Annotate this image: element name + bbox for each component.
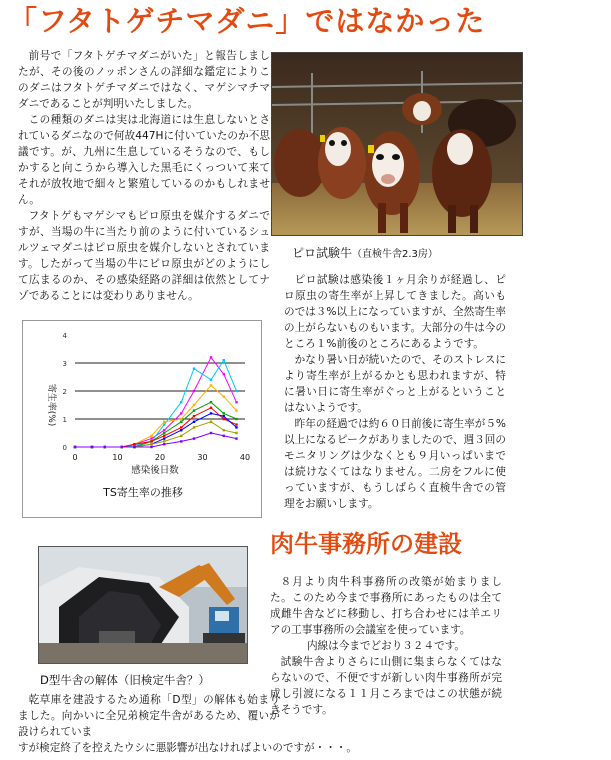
chart-y-tick-label: 2 (62, 388, 67, 396)
chart-y-tick-label: 1 (62, 416, 67, 424)
barn-paragraph: 乾草庫を建設するため通称「D型」の解体も始まりました。向かいに全兄弟検定牛舎があるため、覆いが設けられていま (18, 694, 280, 738)
barn-article (18, 692, 280, 740)
office-section-title: 肉牛事務所の建設 (270, 530, 462, 558)
chart-data-point (210, 356, 212, 358)
chart-data-point (180, 440, 182, 442)
office-paragraph-3: 試験牛舎よりさらに山側に集まらなくてはならないので、不便ですが新しい肉牛事務所が完成し引渡になる１１月ころまではこの状態が続きそうです。 (270, 656, 502, 716)
chart-x-axis-label: 感染後日数 (131, 465, 179, 476)
chart-data-point (163, 429, 165, 431)
chart-data-point (150, 440, 152, 442)
chart-data-point (193, 404, 195, 406)
chart-data-point (121, 446, 123, 448)
chart-data-point (133, 443, 135, 445)
cows-caption-main: ピロ試験牛 (292, 246, 353, 260)
chart-data-point (210, 407, 212, 409)
chart-data-point (163, 435, 165, 437)
chart-data-point (223, 395, 225, 397)
chart-canvas (23, 321, 262, 485)
chart-data-point (180, 429, 182, 431)
chart-data-point (180, 435, 182, 437)
chart-data-point (163, 421, 165, 423)
chart-data-point (150, 435, 152, 437)
chart-data-point (193, 367, 195, 369)
chart-data-point (235, 432, 237, 434)
chart-series-line (75, 413, 237, 447)
intro-paragraph-2: この種類のダニは実は北海道には生息しないとされているダニなので何故447Hに付いていたのか不思議です。が、九州に生息しているそうなので、もしかすると向こうから導入した黒毛にくっついて来てそれが放牧地で細々と繁殖しているのかもしれません。 (18, 114, 270, 206)
cows-caption-sub: （直検牛舎2.3房） (352, 249, 438, 260)
chart-data-point (150, 446, 152, 448)
chart-data-point (163, 440, 165, 442)
chart-x-tick-label: 10 (112, 453, 123, 462)
chart-x-ticks (72, 453, 250, 462)
chart-data-point (235, 437, 237, 439)
chart-data-point (180, 421, 182, 423)
chart-data-point (150, 443, 152, 445)
chart-y-tick-label: 4 (62, 332, 67, 340)
chart-data-point (235, 423, 237, 425)
chart-data-point (193, 426, 195, 428)
chart-data-point (223, 359, 225, 361)
intro-paragraph-3: フタトゲもマゲシマもピロ原虫を媒介するダニですが、当場の牛に当たり前のように付いているシュルツェマダニはピロ原虫を媒介しないとされています。したがって当場の牛にピロ原虫がどのようにして広まるのか、その感染経路の詳細は依然としてナゾであることには変わりありません。 (18, 210, 270, 302)
pilo-paragraph-1: ピロ試験は感染後１ヶ月余りが経過し、ピロ原虫の寄生率が上昇してきました。高いものでは３%以上になっていますが、全然寄生率の上がらないものもいます。大部分の牛は今のところ１%前後のところにあるようです。 (284, 274, 506, 350)
chart-data-point (133, 446, 135, 448)
chart-data-point (150, 437, 152, 439)
chart-data-point (193, 437, 195, 439)
chart-data-point (235, 401, 237, 403)
chart-data-point (223, 412, 225, 414)
chart-data-point (180, 412, 182, 414)
pilo-report-article (284, 272, 506, 512)
barn-last-line: すが検定終了を控えたウシに悪影響が出なければよいのですが・・・。 (18, 742, 357, 754)
chart-data-point (210, 432, 212, 434)
chart-y-tick-label: 3 (62, 360, 67, 368)
parasite-rate-chart (22, 320, 262, 518)
chart-x-tick-label: 20 (154, 453, 166, 462)
pilo-paragraph-3: 昨年の経過では約６０日前後に寄生率が５%以上になるピークがありましたので、週３回のモニタリングは少なくとも９月いっぱいまでは続けなくてはなりません。二房をフルに使っていますが、もうしばらく直検牛舎での管理をお願いします。 (284, 418, 506, 510)
chart-series-group (74, 356, 238, 448)
chart-title: TS寄生率の推移 (103, 486, 183, 499)
chart-data-point (235, 409, 237, 411)
cows-photo-illustration (272, 53, 523, 236)
chart-data-point (180, 401, 182, 403)
chart-data-point (91, 446, 93, 448)
chart-data-point (223, 418, 225, 420)
chart-series-line (75, 422, 237, 447)
chart-x-tick-label: 30 (197, 453, 208, 462)
chart-data-point (163, 437, 165, 439)
barn-photo-illustration (39, 547, 248, 664)
headline: 「フタトゲチマダニ」ではなかった (8, 4, 486, 38)
chart-data-point (104, 446, 106, 448)
chart-x-tick-label: 0 (72, 453, 78, 462)
chart-gridlines (75, 363, 245, 419)
chart-data-point (235, 426, 237, 428)
chart-data-point (210, 401, 212, 403)
chart-data-point (223, 429, 225, 431)
chart-data-point (223, 373, 225, 375)
office-paragraph-1: ８月より肉牛科事務所の改築が始まりました。このため今まで事務所にあったものは全て成雌牛舎などに移動し、打ち合わせには羊エリアの工事事務所の会議室を使っています。 (270, 576, 502, 636)
chart-data-point (210, 421, 212, 423)
chart-data-point (193, 421, 195, 423)
chart-data-point (163, 423, 165, 425)
chart-series-line (75, 385, 237, 447)
barn-photo-caption: D型牛舎の解体（旧検定牛舎？） (40, 673, 210, 687)
chart-data-point (180, 418, 182, 420)
chart-data-point (193, 409, 195, 411)
chart-data-point (223, 415, 225, 417)
office-paragraph-2: 内線は今までどおり３２４です。 (306, 640, 466, 652)
intro-paragraph-1: 前号で「フタトゲチマダニがいた」と報告しましたが、その後のノッポンさんの詳細な鑑定によりこのダニはフタトゲチマダニではなく、マゲシマチマダニであることが判明いたしました。 (18, 50, 270, 110)
chart-data-point (210, 379, 212, 381)
intro-article (18, 48, 270, 304)
cows-photo-caption (292, 244, 522, 264)
chart-data-point (163, 443, 165, 445)
chart-x-tick-label: 40 (239, 453, 251, 462)
chart-data-point (210, 412, 212, 414)
chart-data-point (235, 390, 237, 392)
office-article (270, 574, 502, 718)
chart-data-point (223, 435, 225, 437)
chart-data-point (180, 426, 182, 428)
barn-demolition-photo (38, 546, 248, 664)
chart-data-point (193, 390, 195, 392)
chart-data-point (235, 418, 237, 420)
cows-photo (271, 52, 523, 236)
chart-data-point (163, 432, 165, 434)
chart-data-point (210, 384, 212, 386)
chart-y-ticks (63, 332, 68, 452)
chart-data-point (193, 415, 195, 417)
chart-data-point (74, 446, 76, 448)
pilo-paragraph-2: かなり暑い日が続いたので、そのストレスにより寄生率が上がるかとも思われますが、特に暑い日に寄生率がぐっと上がるということはないようです。 (284, 354, 506, 414)
chart-y-tick-label: 0 (62, 444, 67, 452)
chart-y-axis-label: 寄生率(%) (46, 383, 56, 427)
